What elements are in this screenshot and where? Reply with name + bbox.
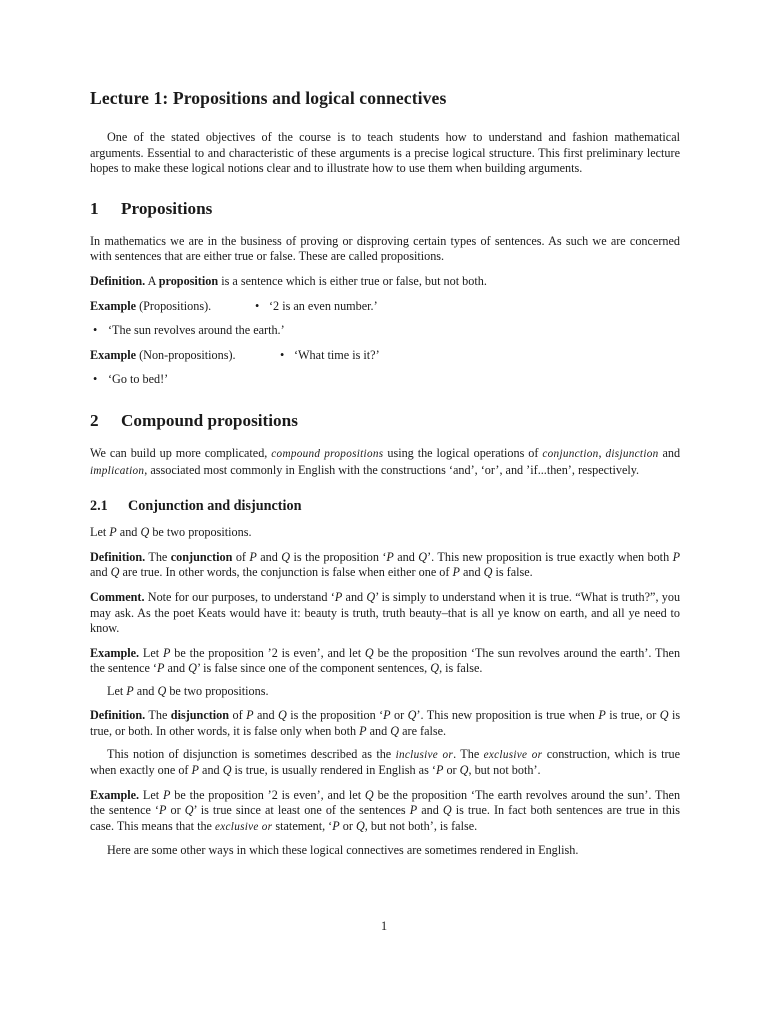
text-run: . The [453, 746, 480, 761]
text-run: The [148, 708, 168, 723]
text-run: is true. In fact both sentences are true in this case. This means that the [90, 803, 680, 834]
section-title: Compound propositions [121, 410, 298, 430]
emphasis: exclusive or [215, 821, 273, 834]
math-var: P [157, 661, 165, 676]
math-var: Q [659, 708, 669, 723]
text-run: Let [142, 787, 160, 802]
example-label-bold: Example [90, 298, 137, 313]
text-run: and [397, 549, 415, 564]
math-var: P [249, 549, 257, 564]
math-var: P [109, 525, 117, 540]
text-run: or [446, 763, 457, 778]
section-heading-compound [90, 411, 680, 431]
list-item-text: ‘2 is an even number.’ [269, 298, 378, 313]
math-var: P [386, 549, 394, 564]
math-var: P [334, 589, 343, 604]
math-var: Q [442, 803, 452, 818]
math-var: P [159, 803, 167, 818]
text-run: , associated most commonly in English with the constructions ‘and’, ‘or’, and ’if...then’, respectively. [144, 462, 640, 477]
definition-label: Definition. [90, 549, 146, 564]
text-run: be the proposition ’2 is even’, and let [174, 787, 362, 802]
bullet-icon: • [255, 298, 260, 313]
math-var: Q [184, 803, 194, 818]
list-item [255, 299, 378, 315]
list-item [90, 323, 680, 339]
section-heading-propositions [90, 199, 680, 219]
text-run: , but not both’. [468, 763, 541, 778]
definition-proposition [90, 274, 680, 290]
text-run: and [256, 708, 275, 723]
text-run: or [170, 803, 181, 818]
text-run: and [90, 565, 108, 580]
text-run: Let [107, 683, 124, 698]
bullet-icon: • [280, 347, 285, 362]
math-var: Q [278, 708, 287, 723]
bullet-icon: • [93, 372, 98, 387]
definition-term: conjunction [170, 549, 233, 564]
math-var: P [163, 787, 171, 802]
example-label [90, 299, 255, 315]
math-var: Q [157, 683, 167, 698]
bullet-icon: • [93, 323, 98, 338]
propositions-paragraph: In mathematics we are in the business of proving or disproving certain types of sentences. As such we are concerned with sentences that are either true or false. These are called propositions. [90, 233, 680, 264]
text-run: , [598, 445, 602, 460]
math-var: Q [366, 589, 376, 604]
page-number: 1 [380, 919, 388, 933]
comment-paragraph [90, 590, 680, 637]
example-non-propositions [90, 348, 680, 364]
text-run: is the proposition ‘ [293, 549, 387, 564]
emphasis: inclusive or [395, 748, 454, 761]
emphasis: conjunction [542, 447, 599, 460]
section-title: Propositions [121, 198, 213, 218]
math-var: P [246, 708, 254, 723]
emphasis: disjunction [605, 447, 659, 460]
text-run: or [342, 819, 353, 834]
example-label-bold: Example [90, 347, 137, 362]
text-run: and [369, 724, 388, 739]
definition-text: is a sentence which is either true or false, but not both. [221, 273, 487, 288]
section-number: 2 [90, 410, 99, 430]
math-var: Q [364, 787, 374, 802]
compound-paragraph [90, 446, 680, 479]
intro-paragraph: One of the stated objectives of the course is to teach students how to understand and fashion mathematical arguments. Essential to and characteristic of these arguments is a precise logical structure. This first preliminary lecture hopes to make these logical notions clear and to illustrate how to use them when building arguments. [90, 130, 680, 176]
comment-label: Comment. [90, 589, 145, 604]
math-var: Q [364, 645, 374, 660]
math-var: Q [430, 661, 440, 676]
example-qualifier: (Non-propositions). [139, 347, 236, 362]
text-run: statement, ‘ [275, 819, 333, 834]
text-run: Let [90, 525, 107, 540]
math-var: P [126, 683, 134, 698]
lecture-title: Lecture 1: Propositions and logical connectives [90, 88, 447, 108]
text-run: or [394, 708, 405, 723]
math-var: Q [110, 565, 120, 580]
subsection-heading [90, 498, 680, 515]
text-run: ’ is simply to understand when it is true. “What is truth?”, you may ask. As the poet Keats would have it: beauty is truth, truth beauty–that is all ye know on earth, and all ye need to know. [90, 589, 681, 636]
text-run: and [345, 589, 364, 604]
definition-label: Definition. [90, 273, 146, 288]
definition-term: proposition [158, 273, 219, 288]
math-var: P [332, 819, 340, 834]
math-var: Q [222, 763, 232, 778]
text-run: is true, is usually rendered in English as ‘ [234, 763, 436, 778]
emphasis: implication [90, 464, 145, 477]
text-run: is false. [495, 565, 533, 580]
definition-text: A [147, 273, 156, 288]
text-run: is true, or [609, 708, 657, 723]
math-var: P [409, 803, 418, 818]
subsection-number: 2.1 [90, 498, 108, 515]
text-run: and [462, 565, 481, 580]
text-run: We can build up more complicated, [90, 445, 268, 460]
text-run: be two propositions. [152, 525, 252, 540]
math-var: P [383, 708, 391, 723]
math-var: P [191, 763, 199, 778]
text-run: be the proposition ’2 is even’, and let [174, 645, 362, 660]
text-run: and [260, 549, 278, 564]
definition-label: Definition. [90, 708, 146, 723]
example-label: Example. [90, 787, 140, 802]
text-run: construction, which is true when exactly one of [90, 746, 681, 778]
emphasis: compound propositions [271, 447, 384, 460]
text-run: and [136, 683, 155, 698]
list-item [280, 348, 380, 364]
text-run: and [167, 661, 186, 676]
math-var: Q [140, 525, 150, 540]
example-qualifier: (Propositions). [139, 298, 212, 313]
definition-conjunction [90, 550, 680, 581]
text-run: ’. This new proposition is true when [416, 708, 595, 723]
text-run: are false. [402, 724, 447, 739]
list-item-text: ‘What time is it?’ [294, 347, 380, 362]
text-run: ’. This new proposition is true exactly when both [427, 549, 670, 564]
list-item [90, 372, 680, 388]
text-run: Let [142, 645, 160, 660]
text-run: , is false. [439, 661, 483, 676]
list-item-text: ‘Go to bed!’ [108, 372, 169, 387]
text-run: and [119, 525, 138, 540]
text-run: and [421, 803, 439, 818]
math-var: P [359, 724, 367, 739]
example-label [90, 348, 280, 364]
let-statement [90, 525, 680, 541]
math-var: Q [407, 708, 417, 723]
example-disjunction [90, 788, 680, 836]
text-run: , but not both’, is false. [364, 819, 478, 834]
definition-disjunction [90, 708, 680, 739]
example-propositions [90, 299, 680, 315]
math-var: Q [390, 724, 400, 739]
math-var: P [598, 708, 606, 723]
text-run: ’ is false since one of the component sentences, [196, 661, 428, 676]
emphasis: exclusive or [483, 748, 543, 761]
text-run: ’ is true since at least one of the sentences [193, 803, 406, 818]
math-var: P [672, 549, 681, 564]
closing-paragraph: Here are some other ways in which these logical connectives are sometimes rendered in English. [107, 842, 579, 857]
example-conjunction [90, 646, 680, 677]
math-var: Q [418, 549, 428, 564]
text-run: is true, or both. In other words, it is false only when both [90, 708, 681, 739]
text-run: using the logical operations of [387, 445, 539, 460]
list-item-text: ‘The sun revolves around the earth.’ [108, 323, 285, 338]
math-var: Q [483, 565, 493, 580]
subsection-title: Conjunction and disjunction [128, 498, 302, 515]
math-var: P [163, 645, 171, 660]
text-run: This notion of disjunction is sometimes described as the [107, 746, 392, 761]
math-var: Q [188, 661, 197, 676]
text-run: be two propositions. [169, 683, 269, 698]
text-run: of [235, 549, 246, 564]
text-run: is the proposition ‘ [290, 708, 384, 723]
text-run: are true. In other words, the conjunction is false when either one of [122, 565, 450, 580]
text-run: Note for our purposes, to understand ‘ [147, 589, 335, 604]
definition-term: disjunction [170, 708, 230, 723]
math-var: Q [281, 549, 291, 564]
text-run: of [232, 708, 243, 723]
let-statement [90, 684, 680, 700]
math-var: Q [355, 819, 365, 834]
text-run: The [148, 549, 168, 564]
disjunction-notion-paragraph [90, 747, 680, 779]
text-run: be the proposition ‘The earth revolves around the sun’. Then the sentence ‘ [90, 787, 681, 818]
text-run: and [202, 763, 220, 778]
text-run: and [662, 445, 681, 460]
math-var: Q [459, 763, 469, 778]
math-var: P [452, 565, 460, 580]
section-number: 1 [90, 198, 99, 218]
math-var: P [435, 763, 444, 778]
text-run: be the proposition ‘The sun revolves around the earth’. Then the sentence ‘ [90, 645, 681, 676]
example-label: Example. [90, 645, 140, 660]
